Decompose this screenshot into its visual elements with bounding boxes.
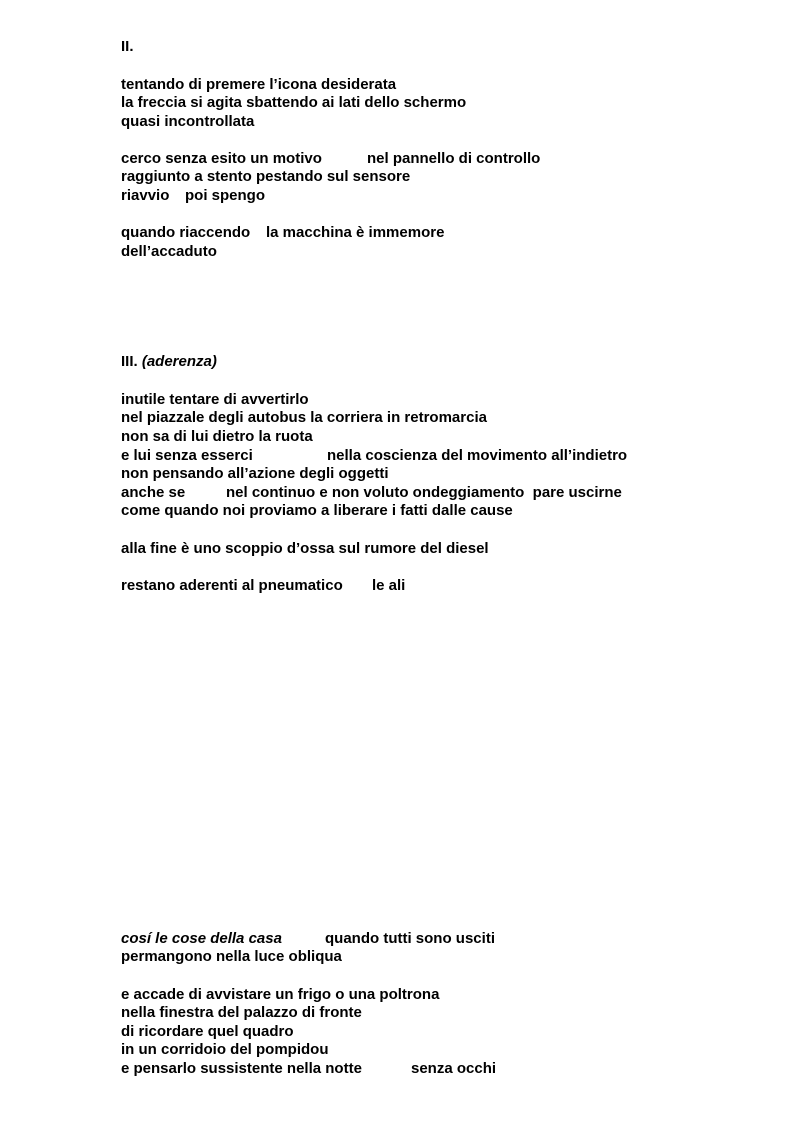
poem-segment: e pensarlo sussistente nella notte (121, 1060, 362, 1077)
poem-segment: le ali (372, 577, 406, 594)
poem-segment: e lui senza esserci (121, 447, 253, 464)
poem-segment: riavvio (121, 187, 170, 204)
section-heading-ii: II. (121, 38, 134, 55)
poem-line (121, 930, 495, 948)
poem-line (121, 577, 405, 595)
poem-line: dell’accaduto (121, 243, 217, 260)
poem-segment: senza occhi (411, 1060, 497, 1077)
poem-line: tentando di premere l’icona desiderata (121, 76, 397, 93)
poem-line: quasi incontrollata (121, 113, 255, 130)
poem-segment: cosí le cose della casa (121, 930, 282, 947)
poem-line: raggiunto a stento pestando sul sensore (121, 168, 411, 185)
poem-line: la freccia si agita sbattendo ai lati dello schermo (121, 94, 467, 111)
poem-line: e accade di avvistare un frigo o una poltrona (121, 986, 440, 1003)
poem-line: di ricordare quel quadro (121, 1023, 294, 1040)
poem-segment: nel pannello di controllo (367, 150, 541, 167)
poem-segment: nella coscienza del movimento all’indietro (327, 447, 628, 464)
section-subtitle: (aderenza) (141, 353, 217, 370)
poem-segment: quando tutti sono usciti (325, 930, 495, 947)
poem-segment: nel continuo e non voluto ondeggiamento pare uscirne (226, 484, 622, 501)
poem-line: nella finestra del palazzo di fronte (121, 1004, 362, 1021)
poem-line (121, 150, 540, 168)
poem-line: non pensando all’azione degli oggetti (121, 465, 389, 482)
section-number: III. (121, 353, 138, 370)
poem-line: nel piazzale degli autobus la corriera in retromarcia (121, 409, 487, 426)
poem-segment: quando riaccendo (121, 224, 251, 241)
poem-line: come quando noi proviamo a liberare i fatti dalle cause (121, 502, 513, 519)
poem-line: alla fine è uno scoppio d’ossa sul rumore del diesel (121, 540, 489, 557)
poem-line: non sa di lui dietro la ruota (121, 428, 313, 445)
poem-line (121, 224, 444, 242)
poem-line (121, 447, 627, 465)
poem-line: inutile tentare di avvertirlo (121, 391, 309, 408)
poem-line: in un corridoio del pompidou (121, 1041, 329, 1058)
poem-segment: poi spengo (185, 187, 265, 204)
poem-line (121, 1060, 496, 1078)
section-heading-iii (121, 353, 217, 371)
poem-segment: anche se (121, 484, 186, 501)
poem-segment: la macchina è immemore (266, 224, 445, 241)
poem-segment: cerco senza esito un motivo (121, 150, 322, 167)
poem-line (121, 484, 622, 502)
poem-line: permangono nella luce obliqua (121, 948, 342, 965)
poem-line (121, 187, 265, 205)
poem-segment: restano aderenti al pneumatico (121, 577, 343, 594)
